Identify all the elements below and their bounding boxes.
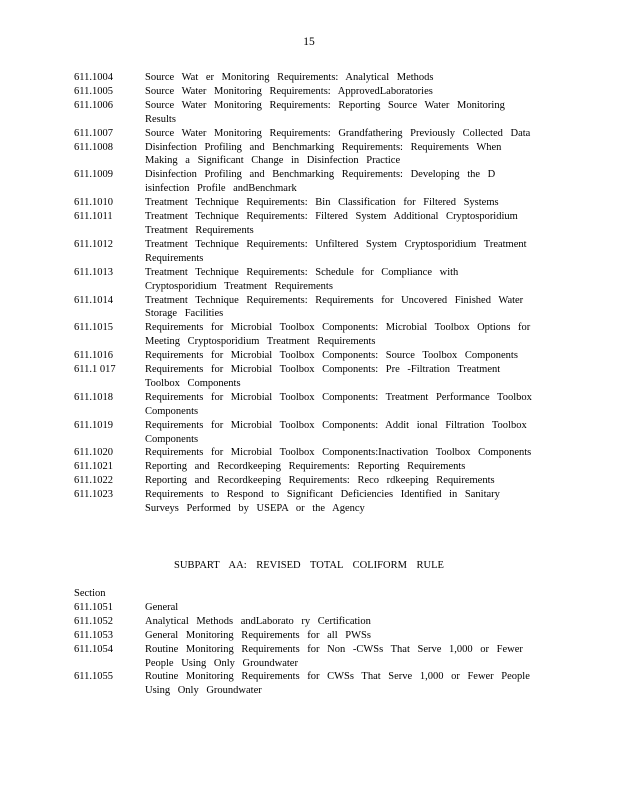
section-number: 611.1019 — [74, 419, 113, 431]
section-title: Source Water Monitoring Requirements: ApprovedLaboratories — [145, 85, 433, 97]
section-title: Requirements for Microbial Toolbox Components: Addit ional Filtration Toolbox Components — [145, 419, 527, 445]
section-title: Analytical Methods andLaborato ry Certification — [145, 615, 371, 627]
section-number: 611.1015 — [74, 322, 113, 334]
toc-entry — [74, 266, 544, 294]
toc-entry — [74, 474, 544, 488]
section-number: 611.1053 — [74, 629, 113, 641]
section-number: 611.1006 — [74, 99, 113, 111]
section-title: Requirements for Microbial Toolbox Components: Microbial Toolbox Options for Meeting Cryptosporidium Treatment Requirements — [145, 322, 531, 348]
section-number: 611.1020 — [74, 447, 113, 459]
toc-entry — [74, 670, 544, 698]
section-title: Source Water Monitoring Requirements: Reporting Source Water Monitoring Results — [145, 99, 505, 125]
section-label: Section — [74, 588, 106, 599]
toc-entry — [74, 363, 544, 391]
section-title: Treatment Technique Requirements: Bin Classification for Filtered Systems — [145, 197, 499, 209]
toc-entry — [74, 168, 544, 196]
section-number: 611.1010 — [74, 197, 113, 209]
section-title: Routine Monitoring Requirements for CWSs That Serve 1,000 or Fewer People Using Only Groundwater — [145, 671, 530, 697]
section-title: Treatment Technique Requirements: Schedule for Compliance with Cryptosporidium Treatment Requirements — [145, 266, 459, 292]
section-number: 611.1009 — [74, 169, 113, 181]
toc-entry — [74, 141, 544, 169]
section-title: Source Wat er Monitoring Requirements: Analytical Methods — [145, 72, 434, 83]
section-title: Requirements for Microbial Toolbox Components: Treatment Performance Toolbox Components — [145, 391, 532, 417]
section-title: Requirements for Microbial Toolbox Components: Source Toolbox Components — [145, 350, 518, 362]
toc-entry — [74, 601, 544, 615]
subpart-heading: SUBPART AA: REVISED TOTAL COLIFORM RULE — [174, 560, 444, 571]
section-title: Reporting and Recordkeeping Requirements: Reco rdkeeping Requirements — [145, 475, 495, 487]
section-title: Requirements for Microbial Toolbox Components: Pre -Filtration Treatment Toolbox Components — [145, 364, 501, 389]
section-number: 611.1023 — [74, 489, 113, 501]
section-number: 611.1008 — [74, 141, 113, 153]
page-number: 15 — [303, 36, 315, 48]
toc-entry — [74, 629, 544, 643]
toc-entry — [74, 99, 544, 127]
toc-entry — [74, 349, 544, 363]
section-title: Treatment Technique Requirements: Requirements for Uncovered Finished Water Storage Facilities — [145, 294, 524, 320]
section-title: General Monitoring Requirements for all PWSs — [145, 629, 371, 641]
toc-list-subpart-aa — [74, 587, 544, 698]
section-title: Treatment Technique Requirements: Filtered System Additional Cryptosporidium Treatment Requirements — [145, 211, 518, 236]
toc-entry — [74, 615, 544, 629]
section-number: 611.1007 — [74, 127, 113, 139]
section-number: 611.1054 — [74, 643, 113, 655]
section-number: 611.1012 — [74, 238, 113, 250]
section-number: 611.1 017 — [74, 364, 116, 376]
toc-entry — [74, 321, 544, 349]
toc-entry — [74, 238, 544, 266]
section-number: 611.1004 — [74, 72, 113, 83]
section-title: Disinfection Profiling and Benchmarking Requirements: Developing the D isinfection Profile andBenchmark — [145, 169, 496, 195]
toc-entry — [74, 643, 544, 671]
section-title: Source Water Monitoring Requirements: Grandfathering Previously Collected Data — [145, 127, 531, 139]
section-title: Routine Monitoring Requirements for Non -CWSs That Serve 1,000 or Fewer People Using Only Groundwater — [145, 643, 523, 669]
toc-entry — [74, 460, 544, 474]
section-title: General — [145, 601, 179, 613]
section-number: 611.1005 — [74, 85, 113, 97]
section-number: 611.1013 — [74, 266, 113, 278]
toc-entry — [74, 196, 544, 210]
toc-entry — [74, 391, 544, 419]
toc-entry — [74, 85, 544, 99]
toc-list — [74, 71, 544, 516]
toc-entry — [74, 127, 544, 141]
section-title: Requirements to Respond to Significant Deficiencies Identified in Sanitary Surveys Performed by USEPA or the Agency — [145, 489, 500, 515]
toc-entry — [74, 488, 544, 516]
toc-entry — [74, 71, 544, 85]
toc-entry — [74, 210, 544, 238]
section-number: 611.1051 — [74, 601, 113, 613]
section-title: Reporting and Recordkeeping Requirements: Reporting Requirements — [145, 461, 466, 473]
section-number: 611.1018 — [74, 391, 113, 403]
toc-entry — [74, 446, 544, 460]
section-number: 611.1014 — [74, 294, 113, 306]
section-title: Requirements for Microbial Toolbox Components:Inactivation Toolbox Components — [145, 447, 532, 459]
section-number: 611.1022 — [74, 475, 113, 487]
toc-entry — [74, 419, 544, 447]
section-number: 611.1016 — [74, 350, 113, 362]
section-number: 611.1055 — [74, 671, 113, 683]
section-title: Treatment Technique Requirements: Unfiltered System Cryptosporidium Treatment Requirements — [145, 238, 527, 264]
toc-entry — [74, 294, 544, 322]
section-number: 611.1021 — [74, 461, 113, 473]
section-title: Disinfection Profiling and Benchmarking Requirements: Requirements When Making a Significant Change in Disinfection Practice — [145, 141, 502, 167]
section-number: 611.1052 — [74, 615, 113, 627]
section-number: 611.1011 — [74, 211, 113, 223]
